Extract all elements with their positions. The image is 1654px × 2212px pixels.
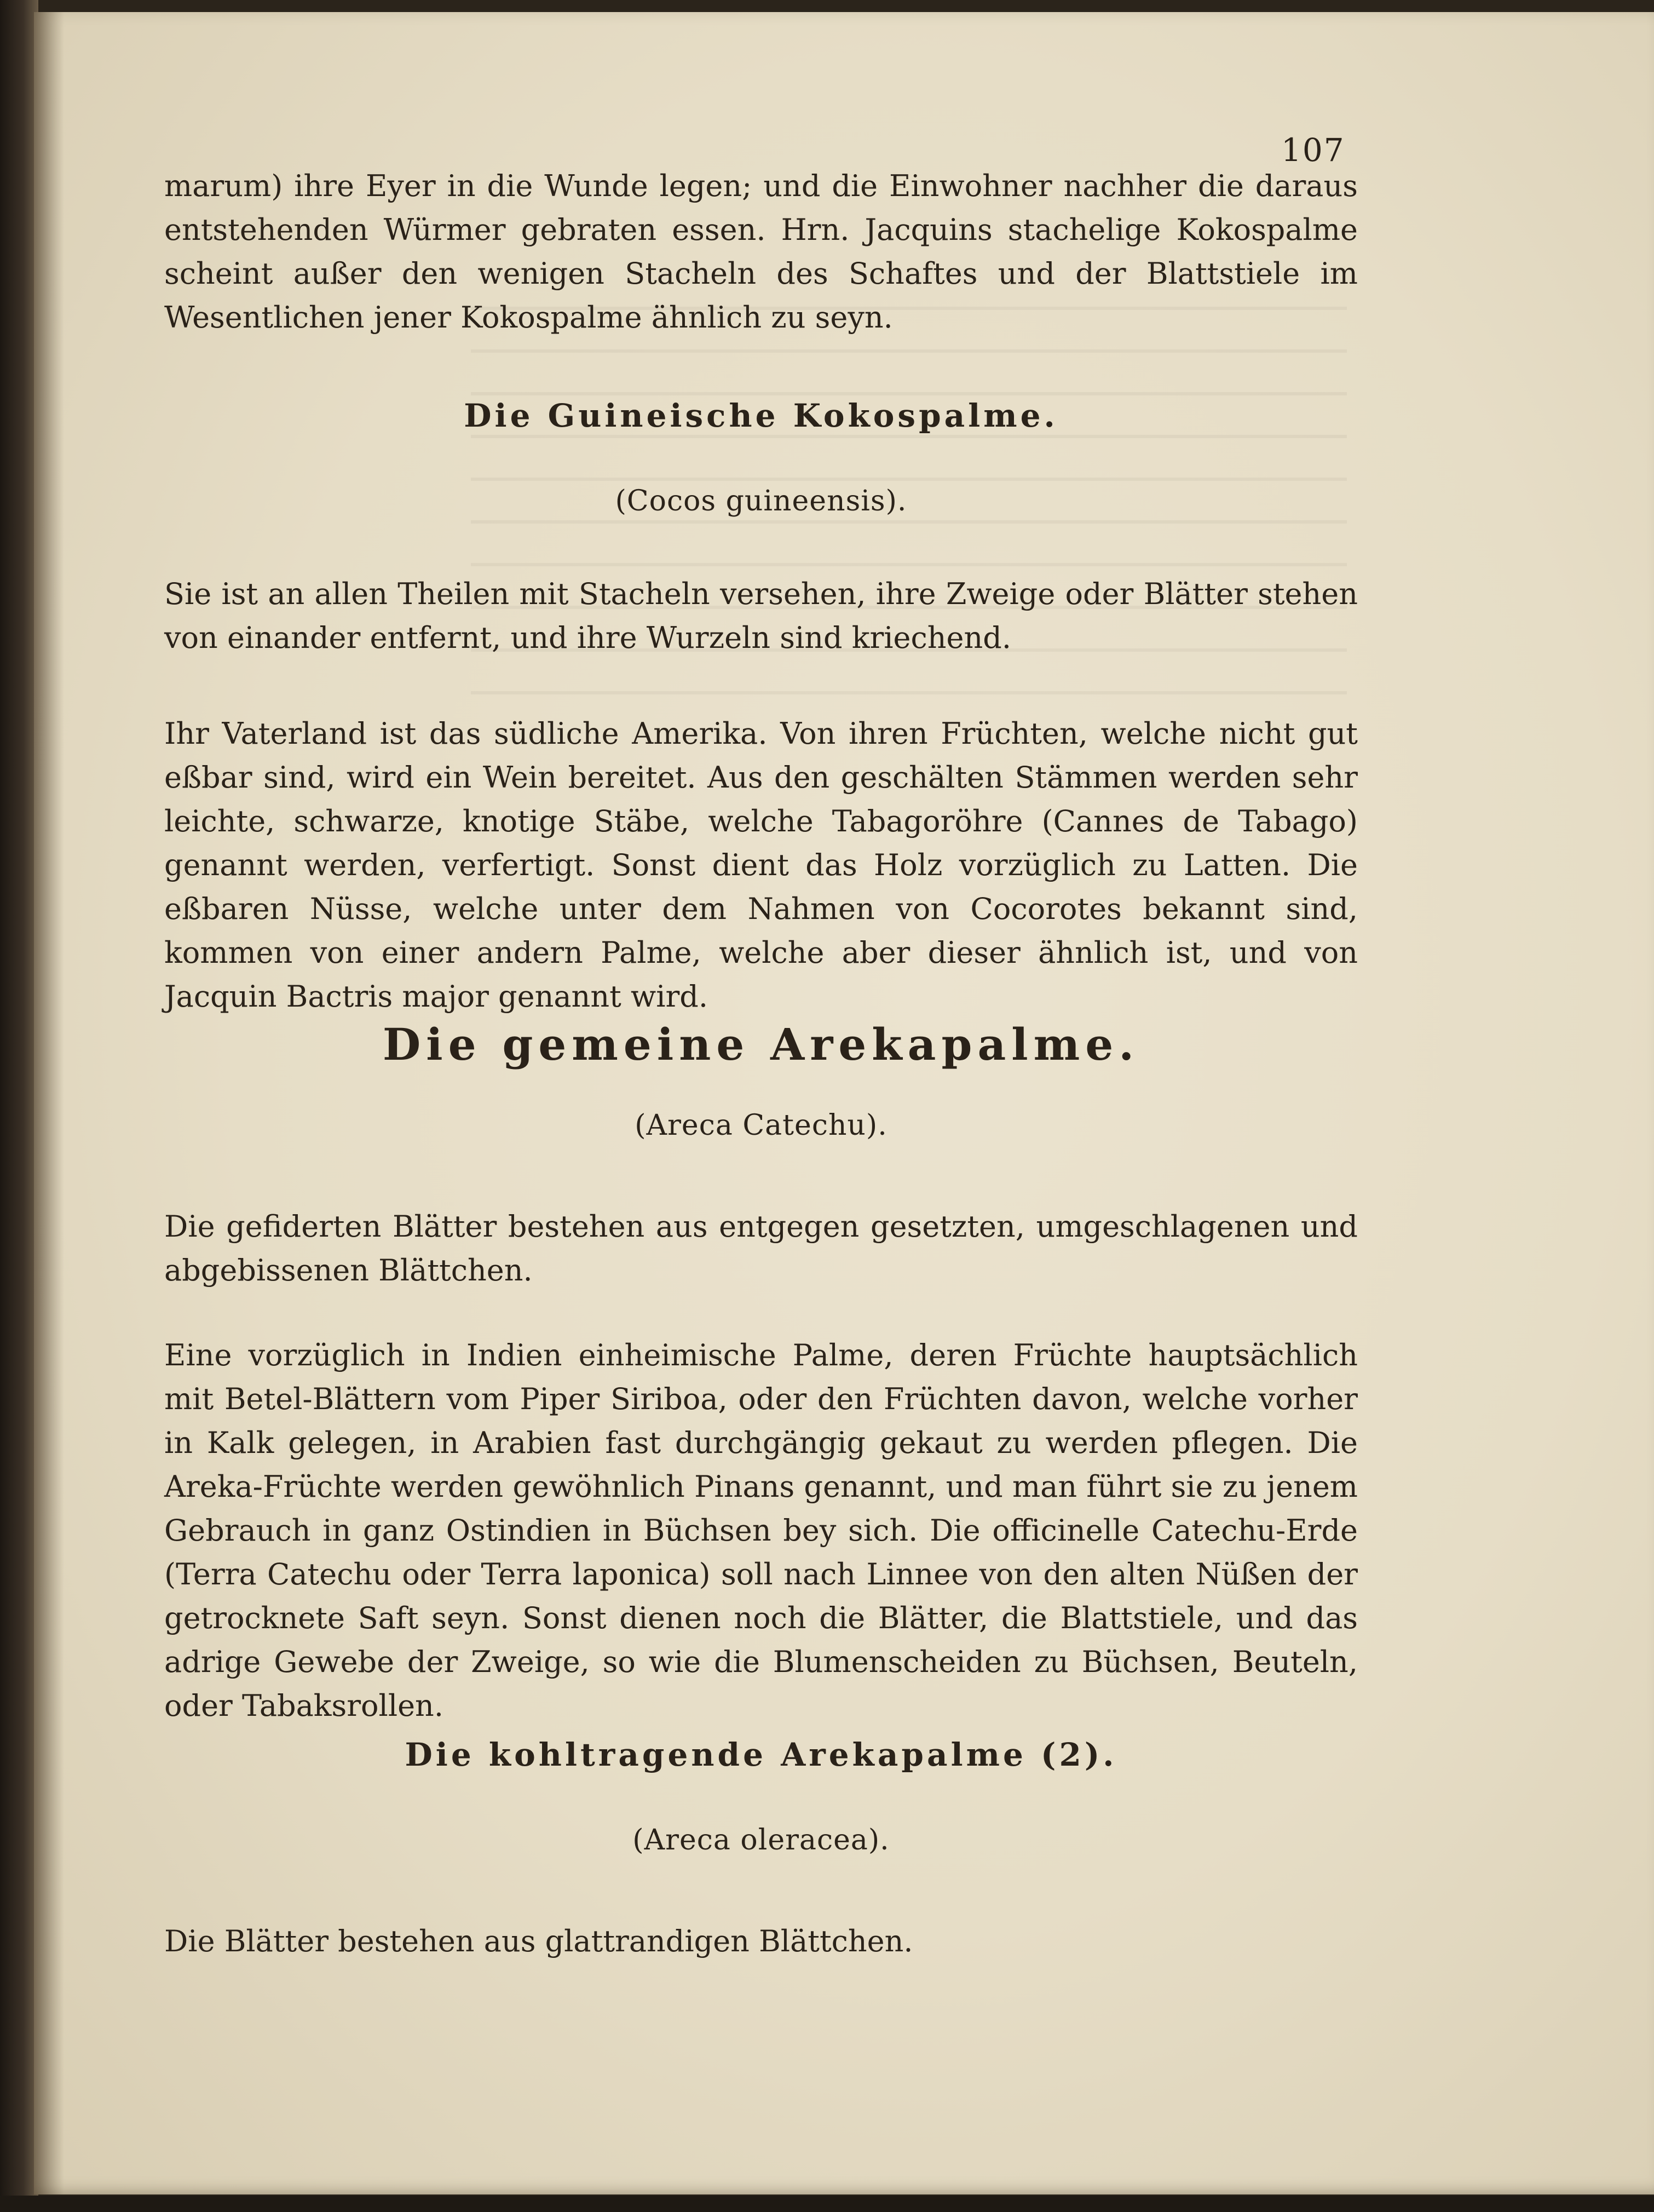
latin-name-cocos-guineensis: (Cocos guineensis). [615, 485, 907, 518]
paragraph-palm-continuation: marum) ihre Eyer in die Wunde legen; und die Einwohner nachher die daraus entstehenden Würmer gebraten essen. Hrn. Jacquins stachelige Kokospalme scheint außer den wenigen Stacheln des Schaftes und der Blattstiele im Wesentlichen jener Kokospalme ähnlich zu seyn. [164, 169, 1358, 335]
paragraph-areca-leaves: Die gefiderten Blätter bestehen aus entgegen gesetzten, umgeschlagenen und abgebissenen Blättchen. [164, 1209, 1358, 1288]
paragraph-guinean-description: Sie ist an allen Theilen mit Stacheln versehen, ihre Zweige oder Blätter stehen von einander entfernt, und ihre Wurzeln sind kriechend. [164, 577, 1358, 655]
heading-guinean-coconut-palm: Die Guineische Kokospalme. [464, 397, 1058, 434]
latin-name-areca-oleracea: (Areca oleracea). [632, 1824, 890, 1857]
paragraph-areca-uses: Eine vorzüglich in Indien einheimische Palme, deren Früchte hauptsächlich mit Betel-Blättern vom Piper Siriboa, oder den Früchten davon, welche vorher in Kalk gelegen, in Arabien fast durchgängig gekaut zu werden pflegen. Die Areka-Früchte werden gewöhnlich Pinans genannt, und man führt sie zu jenem Gebrauch in ganz Ostindien in Büchsen bey sich. Die officinelle Catechu-Erde (Terra Catechu oder Terra laponica) soll nach Linnee von den alten Nüßen der getrocknete Saft seyn. Sonst dienen noch die Blätter, die Blattstiele, und das adrige Gewebe der Zweige, so wie die Blumenscheiden zu Büchsen, Beuteln, oder Tabaksrollen. [164, 1338, 1358, 1723]
heading-cabbage-areca-palm: Die kohltragende Arekapalme (2). [405, 1736, 1117, 1773]
paragraph-oleracea-leaves: Die Blätter bestehen aus glattrandigen Blättchen. [164, 1924, 913, 1958]
paragraph-guinean-origin: Ihr Vaterland ist das südliche Amerika. Von ihren Früchten, welche nicht gut eßbar sind, wird ein Wein bereitet. Aus den geschälten Stämmen werden sehr leichte, schwarze, knotige Stäbe, welche Tabagoröhre (Cannes de Tabago) genannt werden, verfertigt. Sonst dient das Holz vorzüglich zu Latten. Die eßbaren Nüsse, welche unter dem Nahmen von Cocorotes bekannt sind, kommen von einer andern Palme, welche aber dieser ähnlich ist, und von Jacquin Bactris major genannt wird. [164, 716, 1358, 1014]
heading-common-areca-palm: Die gemeine Arekapalme. [382, 1019, 1140, 1070]
page-gutter-shadow [34, 12, 64, 2194]
latin-name-areca-catechu: (Areca Catechu). [635, 1109, 887, 1142]
page-number: 107 [1281, 131, 1345, 169]
book-bottom-edge [0, 2196, 1654, 2212]
book-binding-edge [0, 0, 38, 2212]
